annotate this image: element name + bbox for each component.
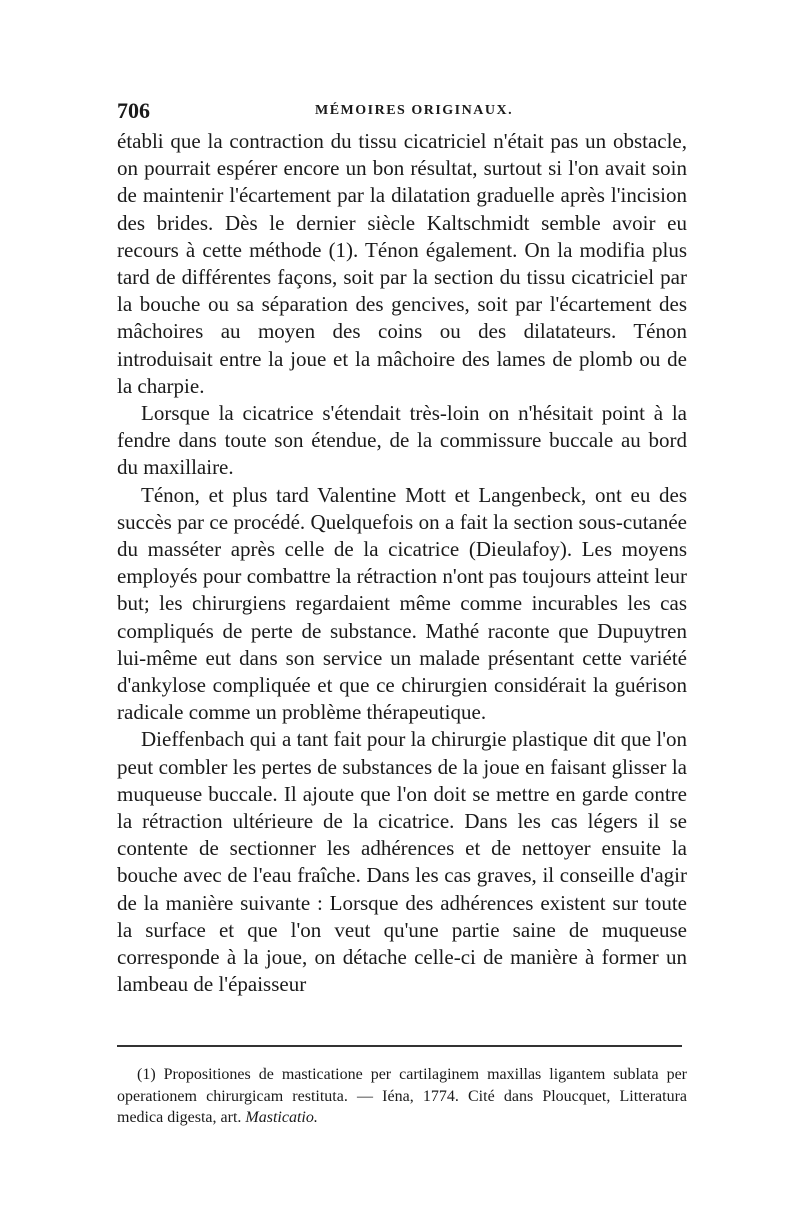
footnote (117, 1064, 687, 1129)
running-title: MÉMOIRES ORIGINAUX. (315, 103, 514, 118)
footnote-italic: Masticatio. (245, 1109, 318, 1126)
page-number: 706 (117, 98, 150, 123)
paragraph: Dieffenbach qui a tant fait pour la chirurgie plastique dit que l'on peut combler les pertes de substances de la joue en faisant glisser la muqueuse buccale. Il ajoute que l'on doit se mettre en garde contre la rétraction ultérieure de la cicatrice. Dans les cas légers il se contente de sectionner les adhérences et de nettoyer ensuite la bouche avec de l'eau fraîche. Dans les cas graves, il conseille d'agir de la manière suivante : Lorsque des adhérences existent sur toute la surface et que l'on veut qu'une partie saine de muqueuse corresponde à la joue, on détache celle-ci de manière à former un lambeau de l'épaisseur (117, 727, 687, 997)
page-header (117, 98, 687, 124)
body-text (117, 128, 687, 999)
paragraph: Ténon, et plus tard Valentine Mott et Langenbeck, ont eu des succès par ce procédé. Quelquefois on a fait la section sous-cutanée du masséter après celle de la cicatrice (Dieulafoy). Les moyens employés pour combattre la rétraction n'ont pas toujours atteint leur but; les chirurgiens regardaient même comme incurables les cas compliqués de perte de substance. Mathé raconte que Dupuytren lui-même eut dans son service un malade présentant cette variété d'ankylose compliquée et que ce chirurgien considérait la guérison radicale comme un problème thérapeutique. (117, 482, 687, 725)
footnote-divider (117, 1045, 682, 1047)
footnote-text: (1) Propositiones de masticatione per cartilaginem maxillas ligantem sublata per operationem chirurgicam restituta. — Iéna, 1774. Cité dans Ploucquet, Litteratura medica digesta, art. (117, 1066, 687, 1126)
paragraph: Lorsque la cicatrice s'étendait très-loin on n'hésitait point à la fendre dans toute son étendue, de la commissure buccale au bord du maxillaire. (117, 401, 687, 480)
paragraph: établi que la contraction du tissu cicatriciel n'était pas un obstacle, on pourrait espérer encore un bon résultat, surtout si l'on avait soin de maintenir l'écartement par la dilatation graduelle après l'incision des brides. Dès le dernier siècle Kaltschmidt semble avoir eu recours à cette méthode (1). Ténon également. On la modifia plus tard de différentes façons, soit par la section du tissu cicatriciel par la bouche ou sa séparation des gencives, soit par l'écartement des mâchoires au moyen des coins ou des dilatateurs. Ténon introduisait entre la joue et la mâchoire des lames de plomb ou de la charpie. (117, 129, 687, 398)
